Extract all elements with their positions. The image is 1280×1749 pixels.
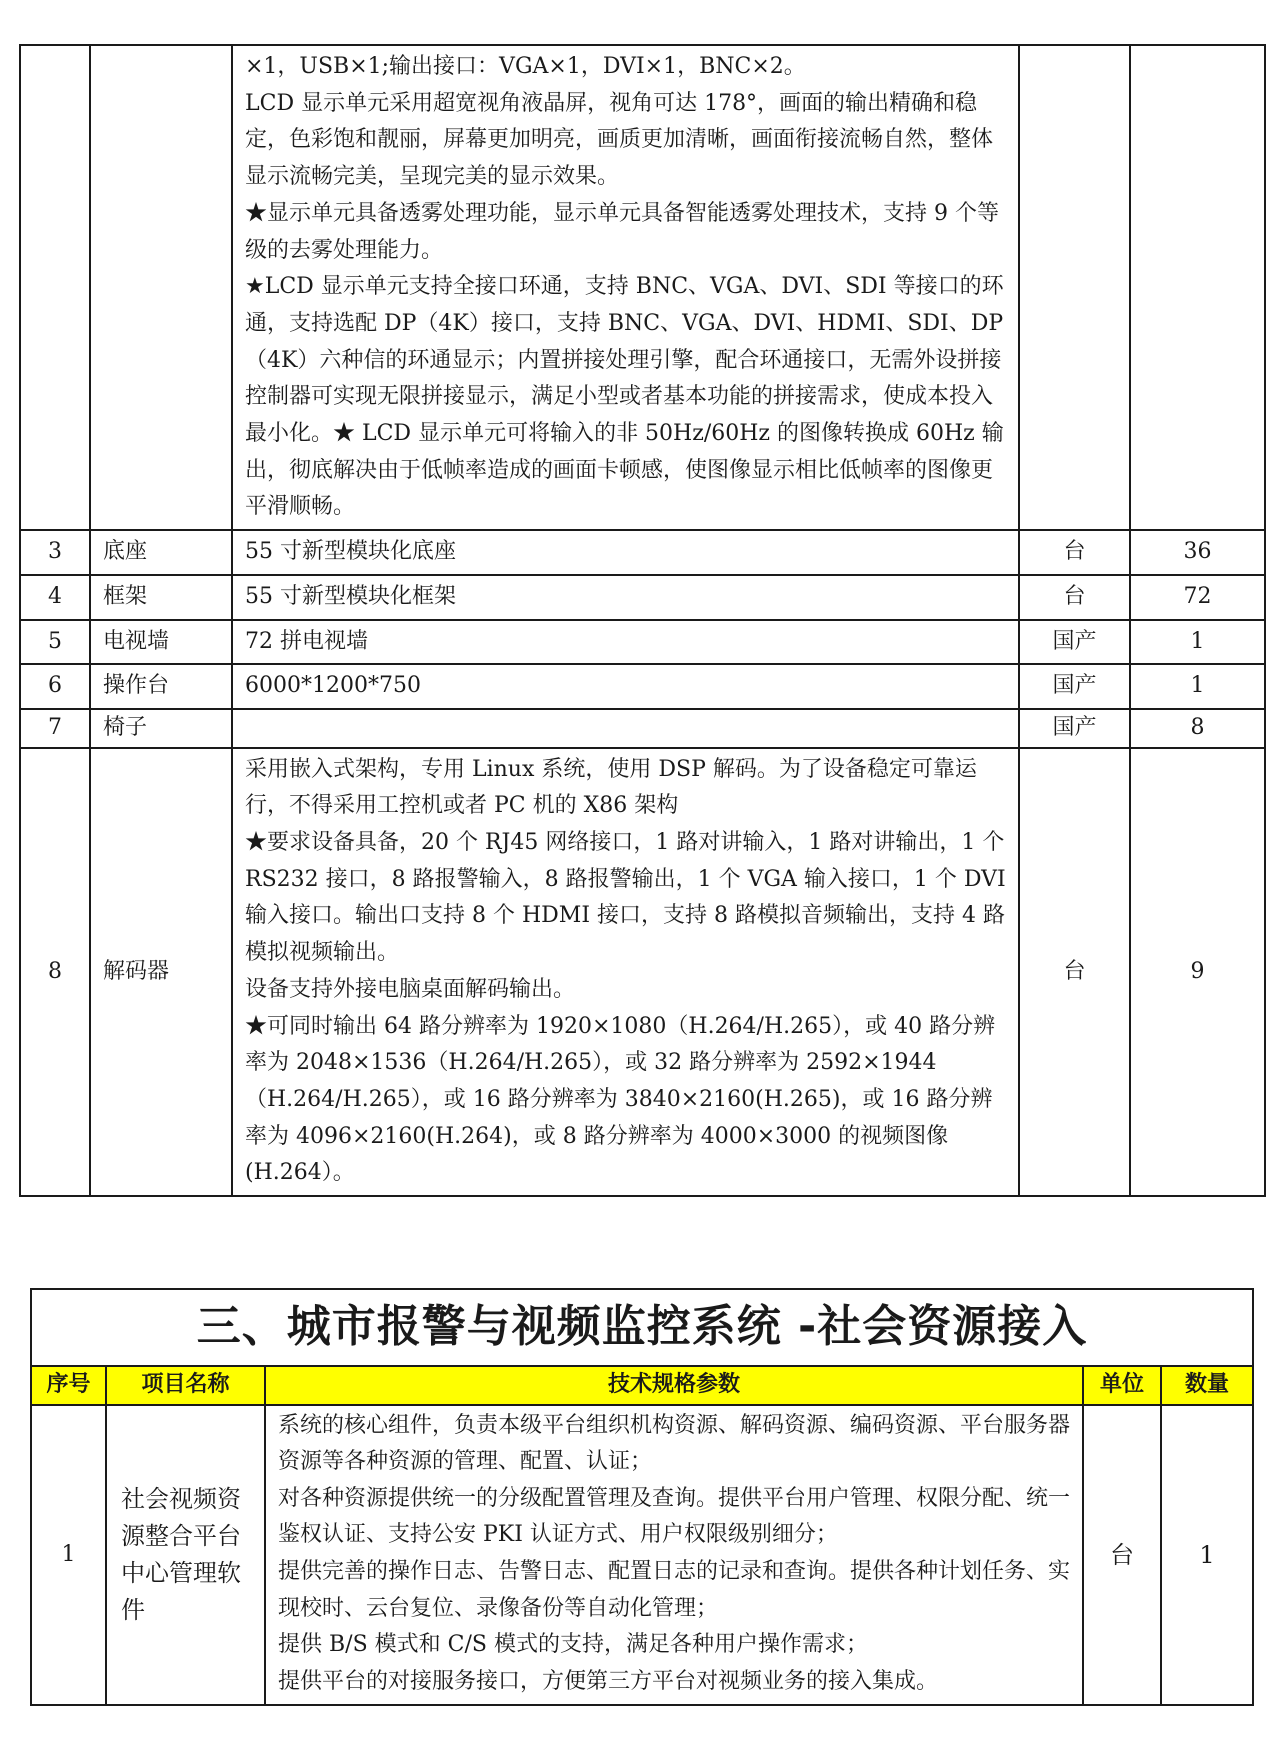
unit-cell <box>1019 45 1130 530</box>
unit-cell: 国产 <box>1019 620 1130 665</box>
qty-cell: 1 <box>1161 1405 1253 1706</box>
spec-paragraph: 提供平台的对接服务接口，方便第三方平台对视频业务的接入集成。 <box>278 1668 939 1694</box>
header-qty: 数量 <box>1161 1366 1253 1405</box>
row-number: 4 <box>20 575 90 620</box>
item-name: 操作台 <box>90 664 232 709</box>
item-name <box>90 45 232 530</box>
spec-cell: 55 寸新型模块化框架 <box>232 575 1019 620</box>
unit-cell: 台 <box>1019 748 1130 1196</box>
item-name: 社会视频资源整合平台中心管理软件 <box>106 1405 265 1706</box>
row-number: 8 <box>20 748 90 1196</box>
spec-table-body <box>20 45 1265 1196</box>
header-row <box>31 1366 1253 1405</box>
qty-cell: 1 <box>1130 664 1265 709</box>
section-title: 三、城市报警与视频监控系统 -社会资源接入 <box>31 1289 1253 1366</box>
spec-paragraph: ×1，USB×1;输出接口：VGA×1，DVI×1，BNC×2。 <box>245 54 806 79</box>
qty-cell: 8 <box>1130 709 1265 748</box>
row-number: 6 <box>20 664 90 709</box>
social-resource-table-body <box>31 1289 1253 1705</box>
spec-cell: 72 拼电视墙 <box>232 620 1019 665</box>
spec-paragraph: 设备支持外接电脑桌面解码输出。 <box>245 976 576 1002</box>
spec-paragraph: 提供 B/S 模式和 C/S 模式的支持，满足各种用户操作需求； <box>278 1632 868 1658</box>
spec-paragraph: 系统的核心组件，负责本级平台组织机构资源、解码资源、编码资源、平台服务器资源等各种资源的管理、配置、认证； <box>278 1412 1071 1475</box>
table-row <box>20 620 1265 665</box>
spec-cell: 55 寸新型模块化底座 <box>232 530 1019 575</box>
spec-cell <box>232 709 1019 748</box>
spec-paragraph: ★显示单元具备透雾处理功能，显示单元具备智能透雾处理技术，支持 9 个等级的去雾处理能力。 <box>245 200 999 263</box>
unit-cell: 国产 <box>1019 664 1130 709</box>
qty-cell: 36 <box>1130 530 1265 575</box>
title-row <box>31 1289 1253 1366</box>
spec-paragraph: 采用嵌入式架构，专用 Linux 系统，使用 DSP 解码。为了设备稳定可靠运行，不得采用工控机或者 PC 机的 X86 架构 <box>245 756 977 819</box>
header-unit: 单位 <box>1083 1366 1161 1405</box>
spec-paragraph: 提供完善的操作日志、告警日志、配置日志的记录和查询。提供各种计划任务、实现校时、云台复位、录像备份等自动化管理； <box>278 1558 1071 1621</box>
unit-cell: 台 <box>1083 1405 1161 1706</box>
spec-paragraph: ★LCD 显示单元支持全接口环通，支持 BNC、VGA、DVI、SDI 等接口的环通，支持选配 DP（4K）接口，支持 BNC、VGA、DVI、HDMI、SDI、DP（4K）六种信的环通显示；内置拼接处理引擎，配合环通接口，无需外设拼接控制器可实现无限拼接显示，满足小型或者基本功能的拼接需求，使成本投入最小化。★ LCD 显示单元可将输入的非 50Hz/60Hz 的图像转换成 60Hz 输出，彻底解决由于低帧率造成的画面卡顿感，使图像显示相比低帧率的图像更平滑顺畅。 <box>245 274 1004 520</box>
spec-cell: 6000*1200*750 <box>232 664 1019 709</box>
spec-cell <box>232 45 1019 530</box>
table-row <box>20 575 1265 620</box>
spec-paragraph: LCD 显示单元采用超宽视角液晶屏，视角可达 178°，画面的输出精确和稳定，色彩饱和靓丽，屏幕更加明亮，画质更加清晰，画面衔接流畅自然，整体显示流畅完美，呈现完美的显示效果。 <box>245 90 994 190</box>
table-row <box>20 748 1265 1196</box>
spec-paragraph: ★要求设备具备，20 个 RJ45 网络接口，1 路对讲输入，1 路对讲输出，1 个 RS232 接口，8 路报警输入，8 路报警输出，1 个 VGA 输入接口，1 个 DVI 输入接口。输出口支持 8 个 HDMI 接口，支持 8 路模拟音频输出，支持 4 路模拟视频输出。 <box>245 830 1006 966</box>
qty-cell: 1 <box>1130 620 1265 665</box>
spec-cell <box>232 748 1019 1196</box>
table-row <box>20 530 1265 575</box>
qty-cell: 72 <box>1130 575 1265 620</box>
spec-table-continued <box>19 44 1266 1197</box>
item-name: 电视墙 <box>90 620 232 665</box>
table-row <box>20 709 1265 748</box>
item-name: 底座 <box>90 530 232 575</box>
row-number <box>20 45 90 530</box>
spec-paragraph: ★可同时输出 64 路分辨率为 1920×1080（H.264/H.265），或 40 路分辨率为 2048×1536（H.264/H.265），或 32 路分辨率为 2592×1944（H.264/H.265），或 16 路分辨率为 3840×2160(H.265)，或 16 路分辨率为 4096×2160(H.264)，或 8 路分辨率为 4000×3000 的视频图像(H.264）。 <box>245 1013 996 1186</box>
unit-cell: 国产 <box>1019 709 1130 748</box>
row-number: 3 <box>20 530 90 575</box>
item-name: 解码器 <box>90 748 232 1196</box>
social-resource-table <box>30 1288 1254 1706</box>
row-number: 5 <box>20 620 90 665</box>
item-name: 框架 <box>90 575 232 620</box>
unit-cell: 台 <box>1019 575 1130 620</box>
table-row <box>20 664 1265 709</box>
header-spec: 技术规格参数 <box>265 1366 1083 1405</box>
item-name: 椅子 <box>90 709 232 748</box>
table-row <box>20 45 1265 530</box>
spec-paragraph: 对各种资源提供统一的分级配置管理及查询。提供平台用户管理、权限分配、统一鉴权认证、支持公安 PKI 认证方式、用户权限级别细分； <box>278 1485 1071 1548</box>
header-name: 项目名称 <box>106 1366 265 1405</box>
table-row <box>31 1405 1253 1706</box>
spec-cell <box>265 1405 1083 1706</box>
row-number: 1 <box>31 1405 106 1706</box>
row-number: 7 <box>20 709 90 748</box>
unit-cell: 台 <box>1019 530 1130 575</box>
qty-cell: 9 <box>1130 748 1265 1196</box>
qty-cell <box>1130 45 1265 530</box>
header-no: 序号 <box>31 1366 106 1405</box>
